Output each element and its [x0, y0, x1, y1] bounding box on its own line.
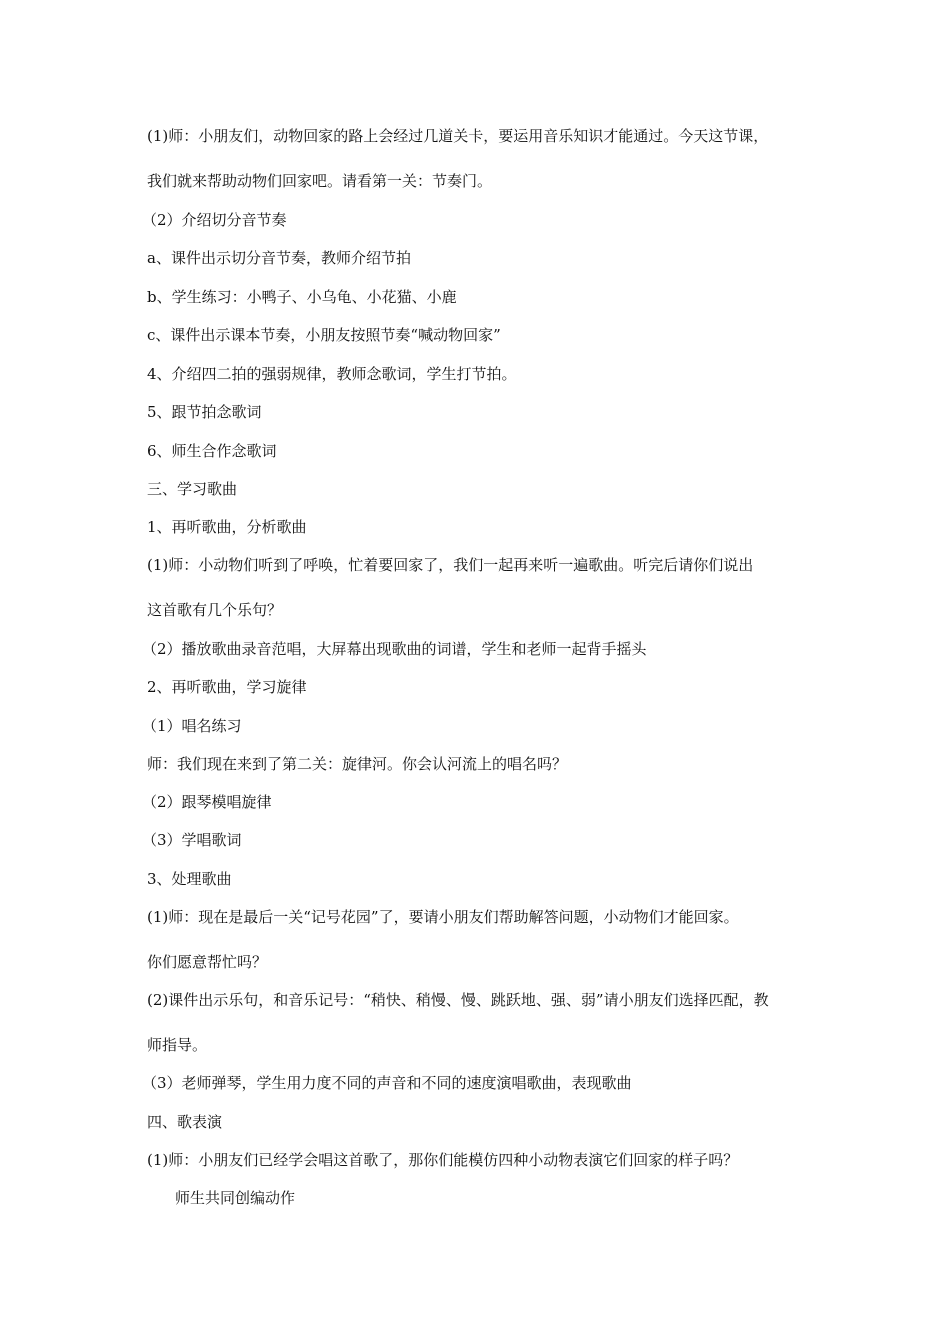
text-line: （2）播放歌曲录音范唱，大屏幕出现歌曲的词谱，学生和老师一起背手摇头	[142, 640, 647, 658]
text-line: 师指导。	[147, 1036, 208, 1054]
text-line: 5、跟节拍念歌词	[147, 403, 262, 421]
text-line: 师生共同创编动作	[175, 1189, 296, 1207]
text-line: 你们愿意帮忙吗？	[147, 953, 268, 971]
section-heading: 三、学习歌曲	[147, 480, 238, 498]
text-line: (1)师：小朋友们已经学会唱这首歌了，那你们能模仿四种小动物表演它们回家的样子吗？	[147, 1151, 739, 1169]
text-line: 2、再听歌曲，学习旋律	[147, 678, 307, 696]
text-line: (1)师：小动物们听到了呼唤，忙着要回家了，我们一起再来听一遍歌曲。听完后请你们说出	[147, 556, 754, 574]
text-line: (1)师：现在是最后一关“记号花园”了，要请小朋友们帮助解答问题，小动物们才能回家。	[147, 908, 739, 926]
text-line: 我们就来帮助动物们回家吧。请看第一关：节奏门。	[147, 172, 493, 190]
text-line: （2）跟琴模唱旋律	[142, 793, 272, 811]
text-line: 师：我们现在来到了第二关：旋律河。你会认河流上的唱名吗？	[147, 755, 568, 773]
text-line: （3）学唱歌词	[142, 831, 242, 849]
text-line: 1、再听歌曲，分析歌曲	[147, 518, 307, 536]
text-line: （2）介绍切分音节奏	[142, 211, 287, 229]
text-line: a、课件出示切分音节奏，教师介绍节拍	[147, 249, 411, 267]
text-line: (2)课件出示乐句，和音乐记号：“稍快、稍慢、慢、跳跃地、强、弱”请小朋友们选择匹配，教	[147, 991, 769, 1009]
text-line: 这首歌有几个乐句？	[147, 601, 283, 619]
text-line: 4、介绍四二拍的强弱规律，教师念歌词，学生打节拍。	[147, 365, 517, 383]
text-line: （1）唱名练习	[142, 717, 242, 735]
text-line: c、课件出示课本节奏，小朋友按照节奏“喊动物回家”	[147, 326, 501, 344]
text-line: （3）老师弹琴，学生用力度不同的声音和不同的速度演唱歌曲，表现歌曲	[142, 1074, 632, 1092]
section-heading: 四、歌表演	[147, 1113, 223, 1131]
text-line: 3、处理歌曲	[147, 870, 232, 888]
text-line: b、学生练习：小鸭子、小乌龟、小花猫、小鹿	[147, 288, 457, 306]
text-line: (1)师：小朋友们，动物回家的路上会经过几道关卡，要运用音乐知识才能通过。今天这节课，	[147, 127, 769, 145]
text-line: 6、师生合作念歌词	[147, 442, 277, 460]
